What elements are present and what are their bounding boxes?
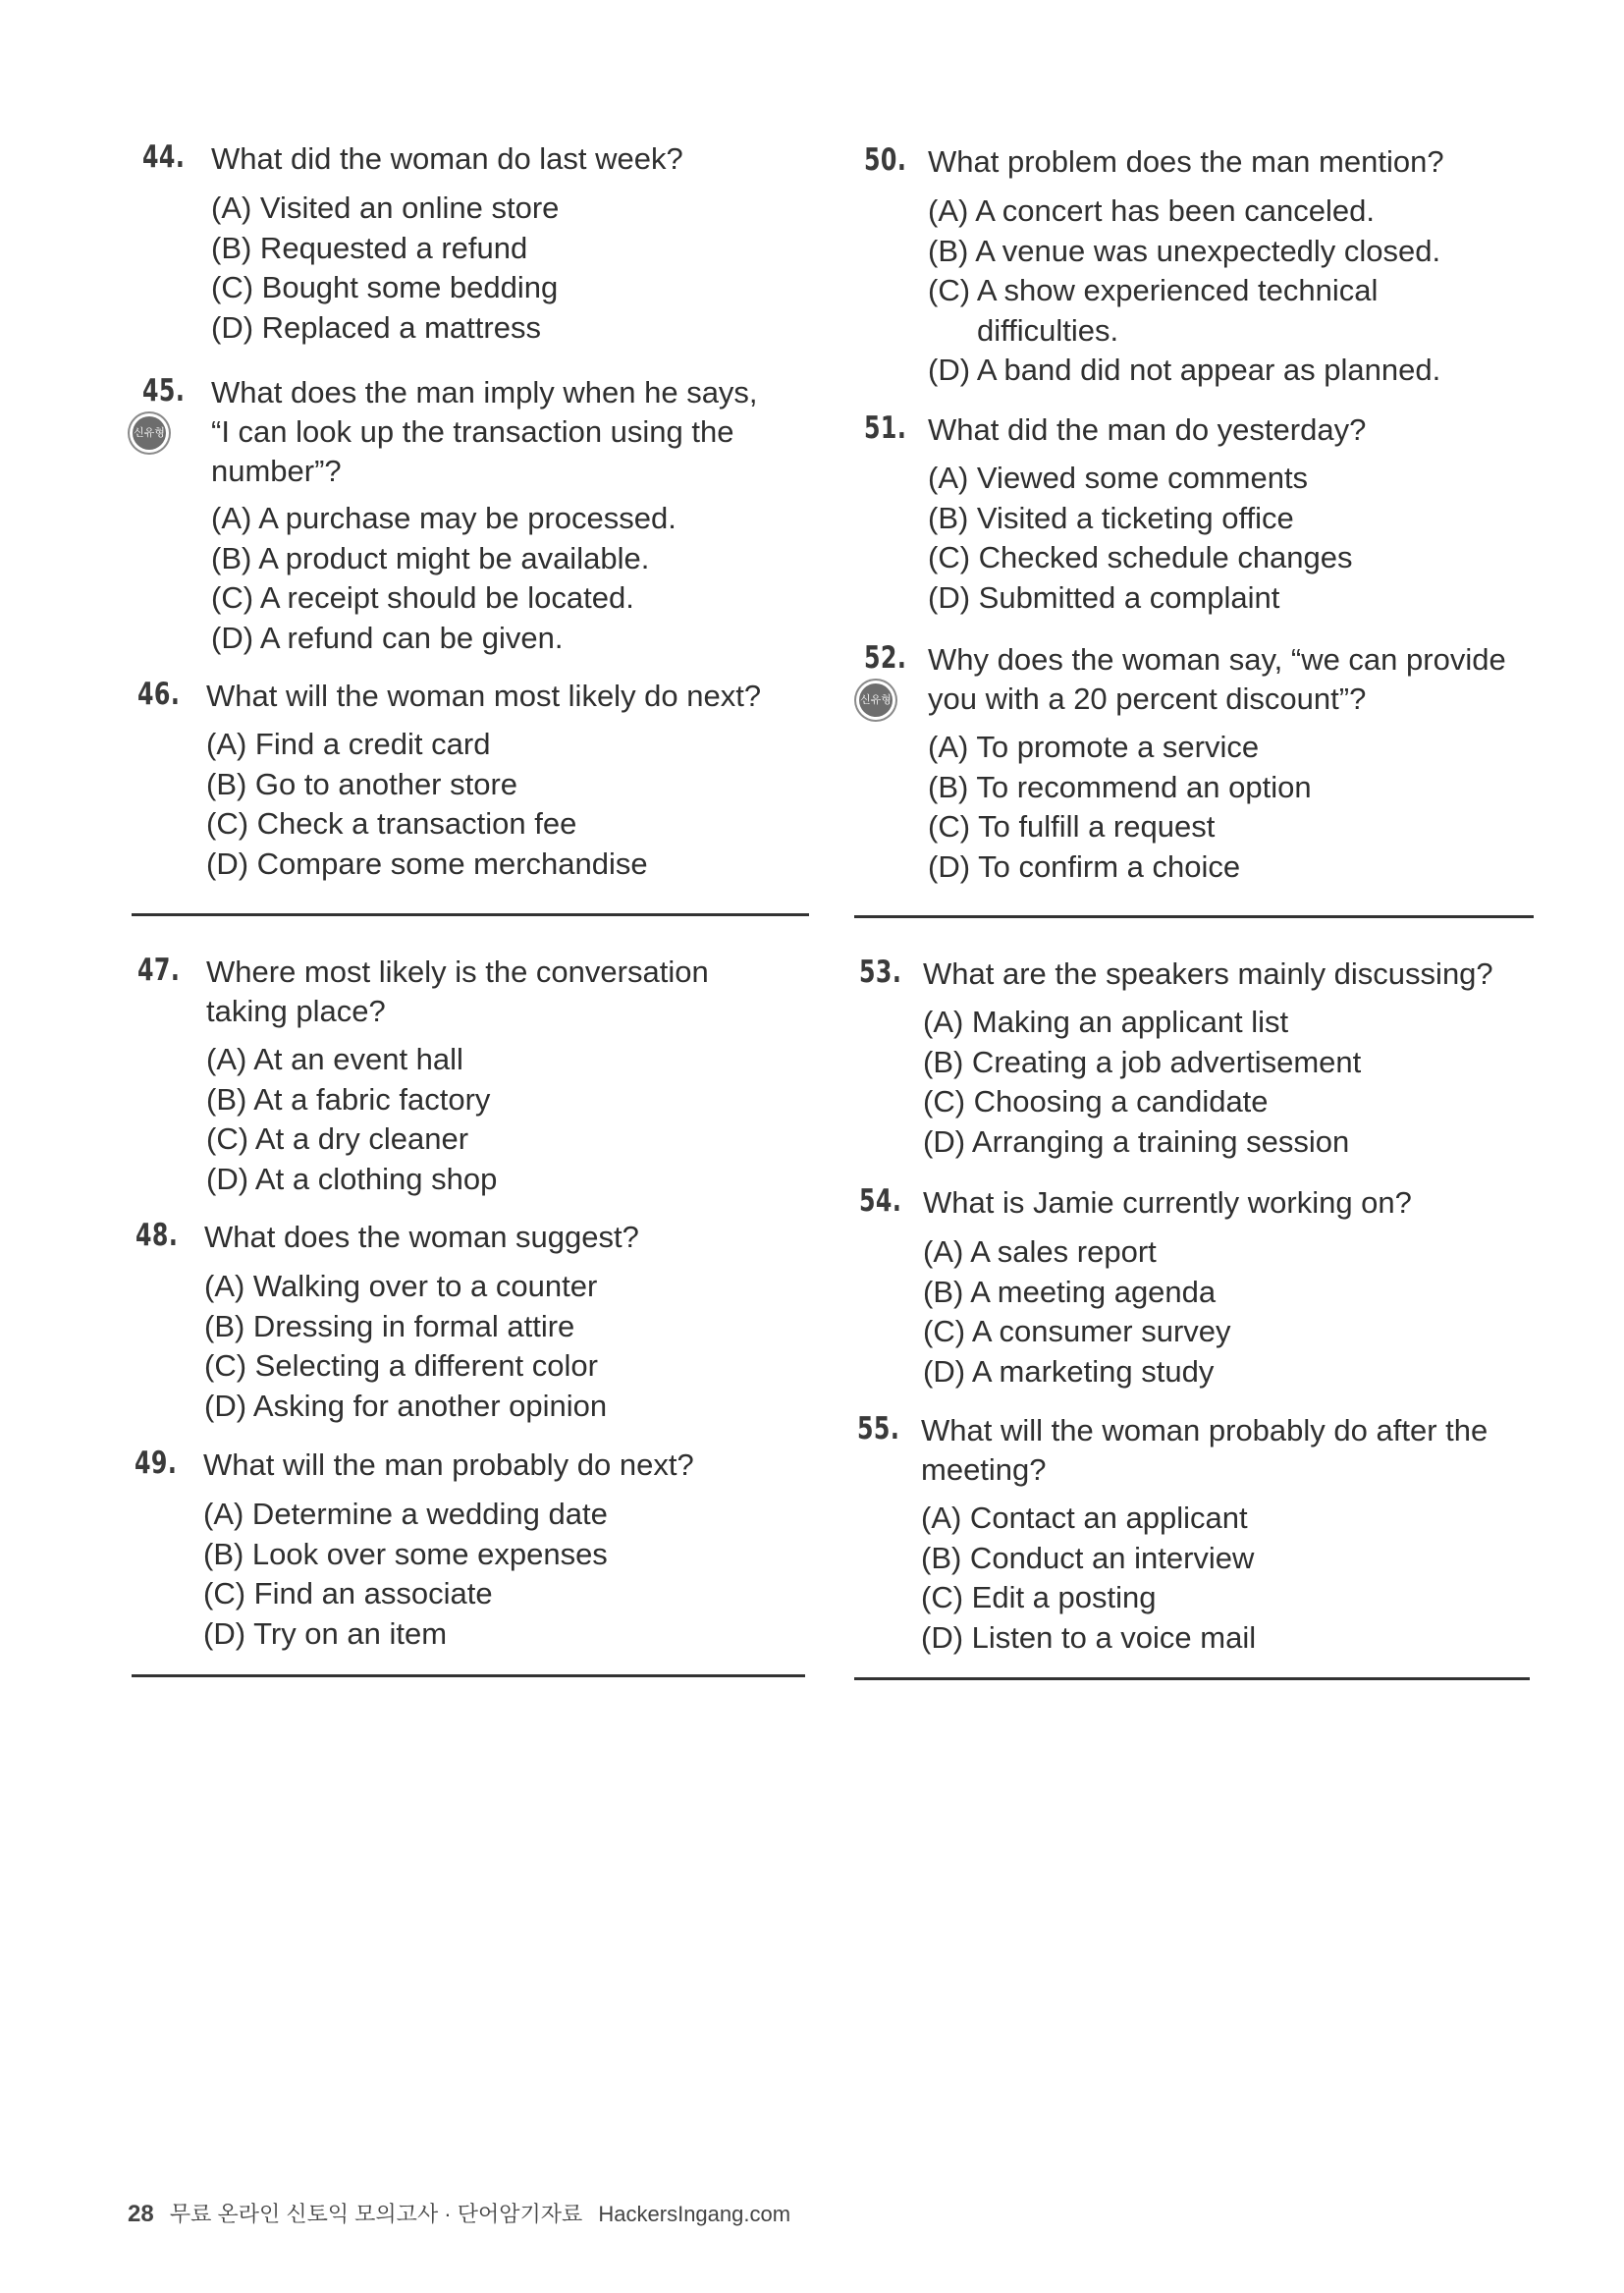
- section-divider: [132, 913, 809, 916]
- question-stem: Where most likely is the conversation taking place?: [206, 955, 709, 1028]
- option-b[interactable]: (B) Conduct an interview: [921, 1540, 1255, 1575]
- question-stem: What does the man imply when he says, “I can look up the transaction using the number”?: [211, 375, 758, 488]
- option-a[interactable]: (A) At an event hall: [206, 1042, 463, 1076]
- question-stem: What problem does the man mention?: [928, 144, 1444, 179]
- section-divider: [854, 915, 1534, 918]
- option-d[interactable]: (D) To confirm a choice: [928, 848, 1241, 884]
- option-c[interactable]: (C) A consumer survey: [923, 1314, 1231, 1348]
- option-b[interactable]: (B) Look over some expenses: [203, 1536, 608, 1571]
- option-a[interactable]: (A) Visited an online store: [211, 191, 560, 225]
- option-d[interactable]: (D) Try on an item: [203, 1615, 448, 1651]
- option-c[interactable]: (C) A receipt should be located.: [211, 580, 634, 615]
- option-a[interactable]: (A) Making an applicant list: [923, 1005, 1289, 1039]
- option-d[interactable]: (D) Replaced a mattress: [211, 309, 541, 345]
- question-number: 55.: [857, 1411, 900, 1447]
- answer-options: [921, 1499, 1256, 1658]
- option-b[interactable]: (B) To recommend an option: [928, 769, 1312, 804]
- question-number: 44.: [142, 139, 186, 175]
- question-stem: What are the speakers mainly discussing?: [923, 956, 1493, 991]
- answer-options: [923, 1003, 1361, 1162]
- option-a[interactable]: (A) A sales report: [923, 1234, 1157, 1269]
- section-divider: [854, 1677, 1530, 1680]
- option-d[interactable]: (D) A band did not appear as planned.: [928, 353, 1441, 387]
- option-a[interactable]: (A) Viewed some comments: [928, 461, 1309, 495]
- option-b[interactable]: (B) Go to another store: [206, 766, 518, 801]
- question-stem: Why does the woman say, “we can provide you with a 20 percent discount”?: [928, 642, 1506, 716]
- question-number: 45.: [142, 373, 186, 409]
- answer-options: [203, 1495, 608, 1654]
- answer-options: [928, 728, 1312, 887]
- page-footer: [128, 2198, 790, 2228]
- new-type-badge-icon: 신유형: [859, 683, 893, 717]
- option-b[interactable]: (B) Requested a refund: [211, 230, 528, 265]
- option-d[interactable]: (D) At a clothing shop: [206, 1161, 498, 1196]
- question-number: 46.: [137, 677, 181, 712]
- question-stem: What did the woman do last week?: [211, 141, 683, 176]
- footer-site-link[interactable]: HackersIngang.com: [598, 2202, 791, 2226]
- option-b[interactable]: (B) A venue was unexpectedly closed.: [928, 233, 1441, 268]
- option-a[interactable]: (A) Walking over to a counter: [204, 1269, 598, 1303]
- answer-options: [923, 1232, 1231, 1392]
- option-c[interactable]: (C) Selecting a different color: [204, 1348, 598, 1383]
- question-number: 48.: [135, 1218, 179, 1253]
- option-c[interactable]: (C) Bought some bedding: [211, 270, 559, 304]
- option-a[interactable]: (A) Find a credit card: [206, 727, 491, 761]
- option-c[interactable]: (C) A show experienced technical: [928, 273, 1379, 307]
- option-c[interactable]: (C) Find an associate: [203, 1576, 493, 1611]
- footer-promo-text: 무료 온라인 신토익 모의고사 · 단어암기자료: [169, 2202, 583, 2226]
- question-number: 54.: [859, 1183, 902, 1219]
- question-number: 51.: [864, 410, 907, 446]
- option-a[interactable]: (A) To promote a service: [928, 730, 1260, 764]
- option-d[interactable]: (D) Listen to a voice mail: [921, 1619, 1257, 1655]
- answer-options: [211, 499, 677, 658]
- option-d[interactable]: (D) A marketing study: [923, 1353, 1215, 1389]
- option-b[interactable]: (B) A product might be available.: [211, 540, 650, 575]
- page-number: 28: [128, 2201, 154, 2227]
- answer-options: [211, 189, 559, 348]
- option-c[interactable]: (C) At a dry cleaner: [206, 1121, 469, 1156]
- question-number: 49.: [135, 1446, 178, 1481]
- option-c[interactable]: (C) Checked schedule changes: [928, 540, 1353, 574]
- option-d[interactable]: (D) Arranging a training session: [923, 1123, 1350, 1159]
- option-b[interactable]: (B) At a fabric factory: [206, 1081, 491, 1117]
- question-stem: What did the man do yesterday?: [928, 412, 1367, 447]
- option-c[interactable]: (C) Choosing a candidate: [923, 1084, 1269, 1119]
- option-a[interactable]: (A) Determine a wedding date: [203, 1497, 608, 1531]
- question-stem: What will the woman probably do after the meeting?: [921, 1413, 1489, 1487]
- answer-options: [206, 1040, 497, 1199]
- question-stem: What will the man probably do next?: [203, 1447, 694, 1482]
- question-number: 47.: [137, 953, 181, 988]
- option-d[interactable]: (D) Compare some merchandise: [206, 846, 648, 881]
- question-number: 52.: [864, 640, 907, 676]
- option-a[interactable]: (A) A purchase may be processed.: [211, 501, 677, 535]
- section-divider: [132, 1674, 805, 1677]
- answer-options: [928, 191, 1440, 391]
- answer-options: [204, 1267, 607, 1426]
- option-b[interactable]: (B) Creating a job advertisement: [923, 1044, 1362, 1079]
- question-stem: What is Jamie currently working on?: [923, 1185, 1412, 1220]
- option-a[interactable]: (A) A concert has been canceled.: [928, 193, 1375, 228]
- question-number: 50.: [864, 142, 907, 178]
- question-number: 53.: [859, 955, 902, 990]
- answer-options: [928, 459, 1353, 618]
- option-d[interactable]: (D) Asking for another opinion: [204, 1388, 608, 1423]
- option-c-continued: difficulties.: [977, 312, 1119, 348]
- option-b[interactable]: (B) A meeting agenda: [923, 1274, 1217, 1309]
- new-type-badge-icon: 신유형: [133, 416, 166, 450]
- answer-options: [206, 725, 648, 884]
- option-c[interactable]: (C) Check a transaction fee: [206, 806, 577, 841]
- question-stem: What does the woman suggest?: [204, 1220, 639, 1254]
- option-d[interactable]: (D) A refund can be given.: [211, 620, 564, 655]
- question-stem: What will the woman most likely do next?: [206, 679, 762, 713]
- option-a[interactable]: (A) Contact an applicant: [921, 1501, 1248, 1535]
- option-b[interactable]: (B) Visited a ticketing office: [928, 500, 1294, 535]
- option-c[interactable]: (C) To fulfill a request: [928, 809, 1216, 844]
- option-d[interactable]: (D) Submitted a complaint: [928, 579, 1280, 615]
- option-c[interactable]: (C) Edit a posting: [921, 1580, 1157, 1614]
- option-b[interactable]: (B) Dressing in formal attire: [204, 1308, 575, 1343]
